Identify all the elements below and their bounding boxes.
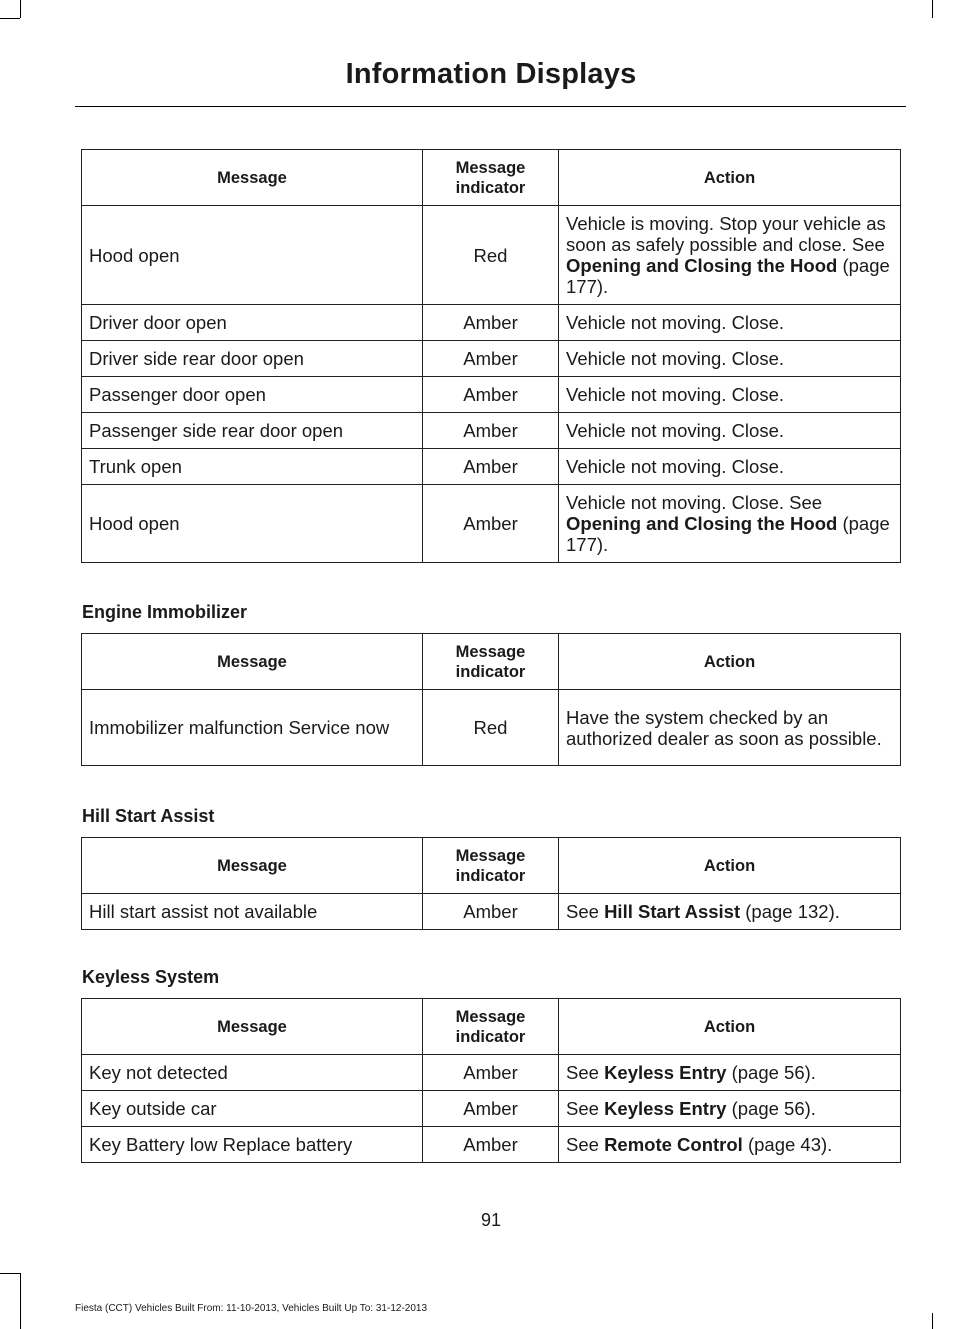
indicator-cell: Amber xyxy=(423,894,559,930)
cross-reference-link[interactable]: Opening and Closing the Hood xyxy=(566,513,838,534)
action-cell xyxy=(559,305,901,341)
action-cell xyxy=(559,341,901,377)
indicator-cell: Amber xyxy=(423,377,559,413)
column-header-action: Action xyxy=(559,634,901,690)
cross-reference-link[interactable]: Opening and Closing the Hood xyxy=(566,255,838,276)
table-row xyxy=(82,485,901,563)
table-row xyxy=(82,206,901,305)
action-text: Have the system checked by an authorized dealer as soon as possible. xyxy=(566,706,882,749)
crop-mark xyxy=(932,0,933,18)
column-header-message: Message xyxy=(82,150,423,206)
page-number: 91 xyxy=(480,1210,502,1230)
keyless-system-table xyxy=(81,998,901,1163)
table-header-row xyxy=(82,150,901,206)
table-header-row xyxy=(82,999,901,1055)
table-row xyxy=(82,413,901,449)
column-header-message: Message xyxy=(82,838,423,894)
table-row xyxy=(82,1091,901,1127)
crop-mark xyxy=(0,18,20,19)
column-header-action: Action xyxy=(559,150,901,206)
action-text: Vehicle not moving. Close. xyxy=(566,456,785,477)
indicator-cell: Amber xyxy=(423,1127,559,1163)
table-row xyxy=(82,341,901,377)
table-row xyxy=(82,1055,901,1091)
crop-mark xyxy=(20,0,21,18)
column-header-message: Message xyxy=(82,634,423,690)
column-header-action: Action xyxy=(559,838,901,894)
column-header-indicator: Message indicator xyxy=(423,838,559,894)
column-header-indicator: Message indicator xyxy=(423,999,559,1055)
action-text: Vehicle not moving. Close. xyxy=(566,384,785,405)
indicator-cell: Red xyxy=(423,206,559,305)
action-text: Vehicle not moving. Close. xyxy=(566,312,785,333)
action-cell xyxy=(559,449,901,485)
table-row xyxy=(82,377,901,413)
indicator-cell: Amber xyxy=(423,1091,559,1127)
indicator-cell: Amber xyxy=(423,485,559,563)
page-reference: (page 43). xyxy=(742,1134,833,1155)
action-text: Vehicle not moving. Close. xyxy=(566,420,785,441)
message-cell: Hill start assist not available xyxy=(82,894,423,930)
action-text: Vehicle not moving. Close. See xyxy=(566,492,823,513)
cross-reference-link[interactable]: Keyless Entry xyxy=(604,1098,727,1119)
action-text: Vehicle not moving. Close. xyxy=(566,348,785,369)
message-cell: Key outside car xyxy=(82,1091,423,1127)
action-cell xyxy=(559,413,901,449)
column-header-action: Action xyxy=(559,999,901,1055)
page-reference: (page 56). xyxy=(726,1062,816,1083)
column-header-indicator: Message indicator xyxy=(423,150,559,206)
action-text: See xyxy=(566,1098,605,1119)
indicator-cell: Amber xyxy=(423,305,559,341)
hill-start-assist-table xyxy=(81,837,901,930)
message-cell: Immobilizer malfunction Service now xyxy=(82,690,423,766)
message-cell: Key Battery low Replace battery xyxy=(82,1127,423,1163)
table-row xyxy=(82,449,901,485)
indicator-cell: Amber xyxy=(423,1055,559,1091)
cross-reference-link[interactable]: Remote Control xyxy=(604,1134,743,1155)
page-reference: (page 177). xyxy=(566,255,890,297)
message-cell: Hood open xyxy=(82,206,423,305)
page-title: Information Displays xyxy=(345,58,637,90)
message-cell: Passenger door open xyxy=(82,377,423,413)
table-header-row xyxy=(82,838,901,894)
message-cell: Driver side rear door open xyxy=(82,341,423,377)
action-cell xyxy=(559,377,901,413)
section-heading-keyless-system: Keyless System xyxy=(82,967,220,987)
page-reference: (page 132). xyxy=(740,901,840,922)
table-row xyxy=(82,1127,901,1163)
column-header-indicator: Message indicator xyxy=(423,634,559,690)
footer-text: Fiesta (CCT) Vehicles Built From: 11-10-2013, Vehicles Built Up To: 31-12-2013 xyxy=(75,1303,428,1314)
message-cell: Passenger side rear door open xyxy=(82,413,423,449)
cross-reference-link[interactable]: Hill Start Assist xyxy=(604,901,741,922)
cross-reference-link[interactable]: Keyless Entry xyxy=(604,1062,727,1083)
indicator-cell: Amber xyxy=(423,413,559,449)
table-header-row xyxy=(82,634,901,690)
message-cell: Hood open xyxy=(82,485,423,563)
table-row xyxy=(82,894,901,930)
section-heading-engine-immobilizer: Engine Immobilizer xyxy=(82,602,248,622)
table-row xyxy=(82,690,901,766)
page-reference: (page 56). xyxy=(726,1098,816,1119)
action-cell xyxy=(559,1127,901,1163)
title-divider xyxy=(75,106,906,107)
action-text: See xyxy=(566,901,605,922)
crop-mark xyxy=(0,1273,20,1274)
engine-immobilizer-table xyxy=(81,633,901,766)
crop-mark xyxy=(932,1313,933,1329)
action-text: Vehicle is moving. Stop your vehicle as soon as safely possible and close. See xyxy=(566,213,886,255)
action-text: See xyxy=(566,1134,605,1155)
section-heading-hill-start-assist: Hill Start Assist xyxy=(82,806,215,826)
indicator-cell: Amber xyxy=(423,449,559,485)
message-cell: Driver door open xyxy=(82,305,423,341)
action-text: See xyxy=(566,1062,605,1083)
indicator-cell: Amber xyxy=(423,341,559,377)
action-cell xyxy=(559,1055,901,1091)
action-cell xyxy=(559,1091,901,1127)
indicator-cell: Red xyxy=(423,690,559,766)
column-header-message: Message xyxy=(82,999,423,1055)
action-cell xyxy=(559,894,901,930)
crop-mark xyxy=(20,1273,21,1329)
action-cell xyxy=(559,206,901,305)
page-reference: (page 177). xyxy=(566,513,890,555)
message-cell: Key not detected xyxy=(82,1055,423,1091)
action-cell xyxy=(559,485,901,563)
action-cell xyxy=(559,690,901,766)
doors-table xyxy=(81,149,901,563)
table-row xyxy=(82,305,901,341)
message-cell: Trunk open xyxy=(82,449,423,485)
